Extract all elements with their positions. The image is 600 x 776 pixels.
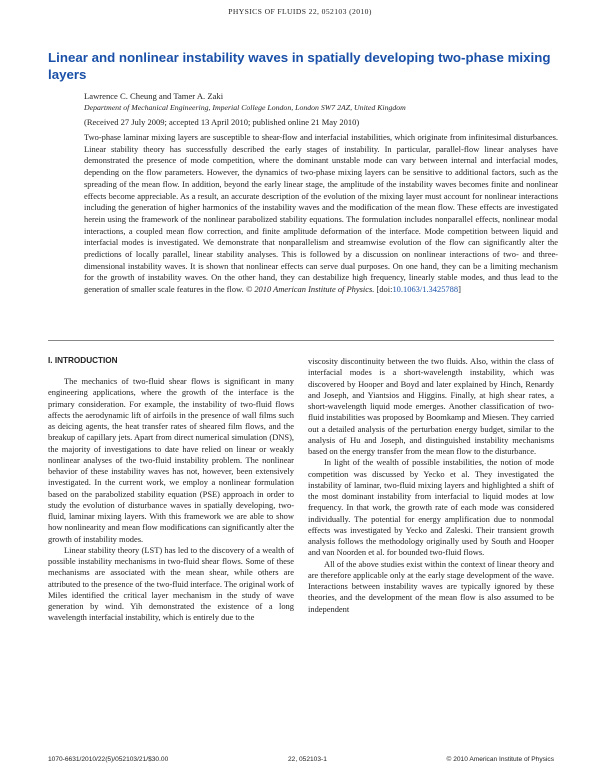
abstract-text: Two-phase laminar mixing layers are susceptible to shear-flow and interfacial instabilities, which originate from infinitesimal disturbances. Linear stability theory has successfully described the early stages of instability. In particular, parallel-flow linear analyses have demonstrated the presence of mode competition, where the dominant unstable mode can vary between internal and interfacial modes, depending on the flow parameters. However, the dynamics of two-phase mixing layers can be sensitive to additional factors, such as the spreading of the mean flow. In addition, beyond the early linear stage, the amplitude of the instability waves becomes finite and nonlinear effects become appreciable. As a result, an accurate description of the evolution of the mixing layer must account for nonlinear interactions including the generation of higher harmonics of the instability waves and the modification of the mean flow. These effects are investigated herein using the framework of the nonlinear parabolized stability equations. The formulation includes nonparallel effects, nonlinear modal interactions, a coupled mean flow correction, and finite amplitude deformation of the interface. Mode competition between liquid and interfacial modes is investigated. We demonstrate that nonparallelism and streamwise evolution of the flow can significantly alter the predictions of locally parallel, linear stability analyses. This is followed by a discussion on nonlinear interactions of two- and three-dimensional instability waves. It is shown that nonlinear effects can serve dual purposes. On one hand, they can be a limiting mechanism for the growth of instability waves. On the other hand, they can destabilize high frequency, linearly stable modes, and thus lead to the generation of smaller scale features in the flow. [84,132,558,295]
affiliation: Department of Mechanical Engineering, Imperial College London, London SW7 2AZ, United Kingdom [84,103,406,112]
doi-link[interactable]: 10.1063/1.3425788 [392,284,459,295]
right-column [308,356,554,615]
footer-copyright: © 2010 American Institute of Physics [446,756,554,763]
paragraph: The mechanics of two-fluid shear flows is significant in many engineering applications, where the growth of the interface is the primary consideration. For example, the instability of two-fluid flows affects the aerodynamic lift of airfoils in the presence of wall films such as deicing agents, the heat transfer rates of sheared film flows, and the breakup of capillary jets. Apart from direct numerical simulation (DNS), the majority of investigations to date have relied on linear or weakly nonlinear analyses of the two-fluid instability problem. The nonlinear behavior of these instability waves has not, however, been extensively investigated. In the current work, we employ a nonlinear formulation based on the parabolized stability equation (PSE) approach in order to study the evolution of disturbance waves in spatially developing, two-fluid, laminar mixing layers. With this framework we are able to show how nonlinearity and mean flow modifications can significantly alter the growth of instability modes. [48,376,294,544]
left-column [48,376,294,624]
journal-header: PHYSICS OF FLUIDS 22, 052103 (2010) [228,7,372,16]
footer-issn: 1070-6631/2010/22(5)/052103/21/$30.00 [48,756,169,763]
paper-title: Linear and nonlinear instability waves in spatially developing two-phase mixing layers [48,50,551,82]
paragraph: viscosity discontinuity between the two fluids. Also, within the class of interfacial modes is a short-wavelength instability, which was discovered by Hooper and Boyd and later explained by Hinch, Renardy and Joseph, and Yiantsios and Higgins. Finally, at high shear rates, a short-wavelength liquid mode emerges. Another classification of two-fluid instabilities was proposed by Boomkamp and Miesen. They carried out a detailed analysis of the perturbation energy budget, similar to the analysis of Hu and Joseph, and distinguished instability mechanisms based on the energy transfer from the mean flow to the disturbance. [308,356,554,456]
abstract-copyright: © 2010 American Institute of Physics. [245,284,375,295]
doi-prefix: [doi: [376,284,393,295]
divider [48,340,554,341]
doi-suffix: ] [458,284,461,295]
section-heading: I. INTRODUCTION [48,356,118,365]
authors: Lawrence C. Cheung and Tamer A. Zaki [84,91,224,101]
paragraph: Linear stability theory (LST) has led to the discovery of a wealth of possible instability mechanisms in two-fluid shear flows. Some of these mechanisms are associated with the mean shear, while others are attributed to the presence of the two-fluid interface. The original work of Miles identified the critical layer mechanism in the study of wave generation by wind. Yih demonstrated the existence of a long wavelength interfacial instability, which is entirely due to the [48,544,294,623]
footer-page-number: 22, 052103-1 [288,756,327,763]
paragraph: In light of the wealth of possible instabilities, the notion of mode competition was discussed by Yecko et al. They investigated the instability of laminar, two-fluid mixing layers and highlighted a shift of the most dominant instability from interfacial to liquid modes at low frequency. In that work, the growth rate of each mode was considered individually. The potential for energy amplification due to nonmodal effects was investigated by Yecko and Zaleski. Their transient growth analysis follows the methodology originally used by South and Hooper and van Noorden et al. for bounded two-fluid flows. [308,457,554,558]
paragraph: All of the above studies exist within the context of linear theory and are therefore applicable only at the early stage development of the wave. Interactions between instability waves are typically ignored by these theories, and the development of the mean flow is also assumed to be independent [308,558,554,614]
publication-dates: (Received 27 July 2009; accepted 13 April 2010; published online 21 May 2010) [84,117,360,127]
abstract [84,132,558,296]
